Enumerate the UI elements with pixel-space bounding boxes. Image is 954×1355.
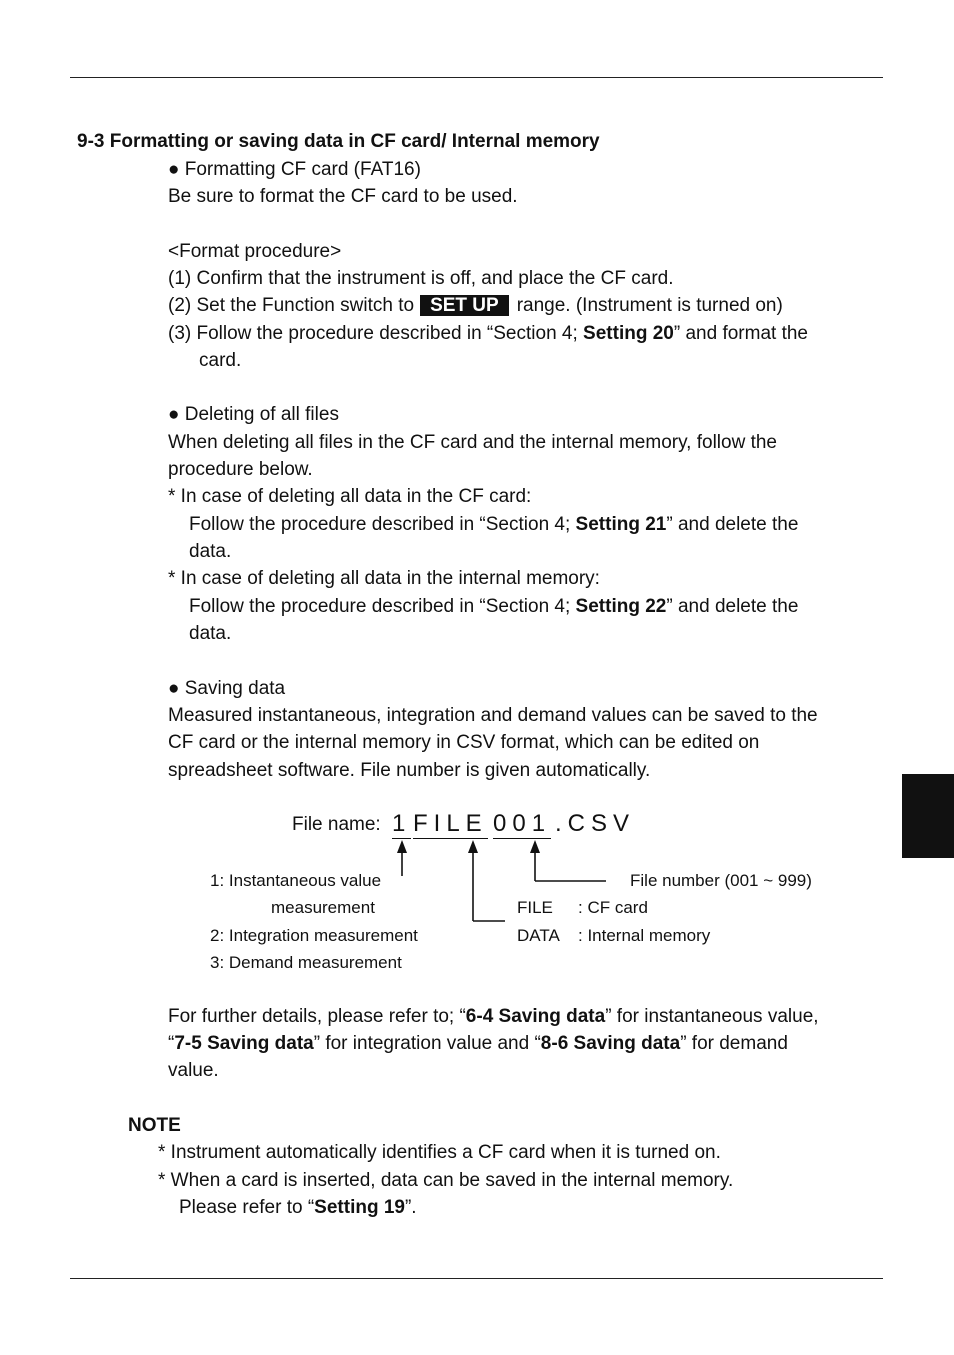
step2-tail: range. (Instrument is turned on) — [516, 295, 783, 316]
delete-cf-cont: data. — [189, 541, 232, 562]
step3-setting: Setting 20 — [583, 323, 674, 344]
note-title: NOTE — [128, 1115, 181, 1136]
note-setting-19: Setting 19 — [314, 1197, 405, 1218]
cf-step-setting: Setting 21 — [575, 514, 667, 535]
file-number-range: File number (001 ~ 999) — [630, 871, 812, 890]
ref-8-6: 8-6 Saving data — [540, 1033, 681, 1054]
delete-cf-case: * In case of deleting all data in the CF card: — [168, 486, 532, 507]
media-data-key: DATA — [517, 926, 560, 945]
note-item-1: * Instrument automatically identifies a CF card when it is turned on. — [158, 1142, 721, 1163]
saving-para-1: Measured instantaneous, integration and demand values can be saved to the — [168, 705, 818, 726]
media-file-value: : CF card — [578, 898, 648, 917]
note-item-2: * When a card is inserted, data can be saved in the internal memory. — [158, 1170, 734, 1191]
details-line-1: For further details, please refer to; “6-4 Saving data” for instantaneous value, — [168, 1006, 819, 1027]
cf-step-text: Follow the procedure described in “Section 4; — [189, 514, 576, 535]
step3-tail: ” and format the — [673, 323, 808, 344]
type-integration: 2: Integration measurement — [210, 926, 418, 945]
type-demand: 3: Demand measurement — [210, 953, 402, 972]
filename-label: File name: — [292, 814, 381, 835]
mem-step-tail: ” and delete the — [666, 596, 799, 617]
note-item-3: Please refer to “Setting 19”. — [179, 1197, 417, 1218]
format-intro: Be sure to format the CF card to be used. — [168, 186, 518, 207]
saving-para-2: CF card or the internal memory in CSV format, which can be edited on — [168, 732, 760, 753]
setup-badge: SET UP — [420, 295, 509, 316]
delete-bullet: ● Deleting of all files — [168, 404, 339, 425]
step3-text: (3) Follow the procedure described in “Section 4; — [168, 323, 584, 344]
filename-part-media: FILE — [413, 810, 488, 837]
delete-mem-case: * In case of deleting all data in the internal memory: — [168, 568, 600, 589]
ref-6-4: 6-4 Saving data — [465, 1006, 606, 1027]
saving-bullet: ● Saving data — [168, 678, 286, 699]
format-bullet: ● Formatting CF card (FAT16) — [168, 159, 421, 180]
mem-step-text: Follow the procedure described in “Section 4; — [189, 596, 576, 617]
filename-part-extension: .CSV — [555, 810, 636, 837]
format-step-3-cont: card. — [199, 350, 242, 371]
cf-step-tail: ” and delete the — [666, 514, 799, 535]
step2-text: (2) Set the Function switch to — [168, 295, 415, 316]
media-data-value: : Internal memory — [578, 926, 711, 945]
section-heading: 9-3 Formatting or saving data in CF card/ Internal memory — [77, 131, 600, 152]
type-instantaneous: 1: Instantaneous value — [210, 871, 382, 890]
mem-step-setting: Setting 22 — [575, 596, 667, 617]
filename-part-number: 001 — [493, 810, 552, 837]
details-line-3: value. — [168, 1060, 219, 1081]
type-instantaneous-cont: measurement — [271, 898, 375, 917]
delete-mem-cont: data. — [189, 623, 232, 644]
delete-intro-1: When deleting all files in the CF card and the internal memory, follow the — [168, 432, 778, 453]
format-procedure-title: <Format procedure> — [168, 241, 342, 262]
filename-part-type: 1 — [392, 810, 412, 837]
details-line-2: “7-5 Saving data” for integration value and “8-6 Saving data” for demand — [168, 1033, 788, 1054]
media-file-key: FILE — [517, 898, 553, 917]
saving-para-3: spreadsheet software. File number is given automatically. — [168, 760, 651, 781]
format-step-1: (1) Confirm that the instrument is off, and place the CF card. — [168, 268, 674, 289]
delete-intro-2: procedure below. — [168, 459, 313, 480]
ref-7-5: 7-5 Saving data — [174, 1033, 314, 1054]
